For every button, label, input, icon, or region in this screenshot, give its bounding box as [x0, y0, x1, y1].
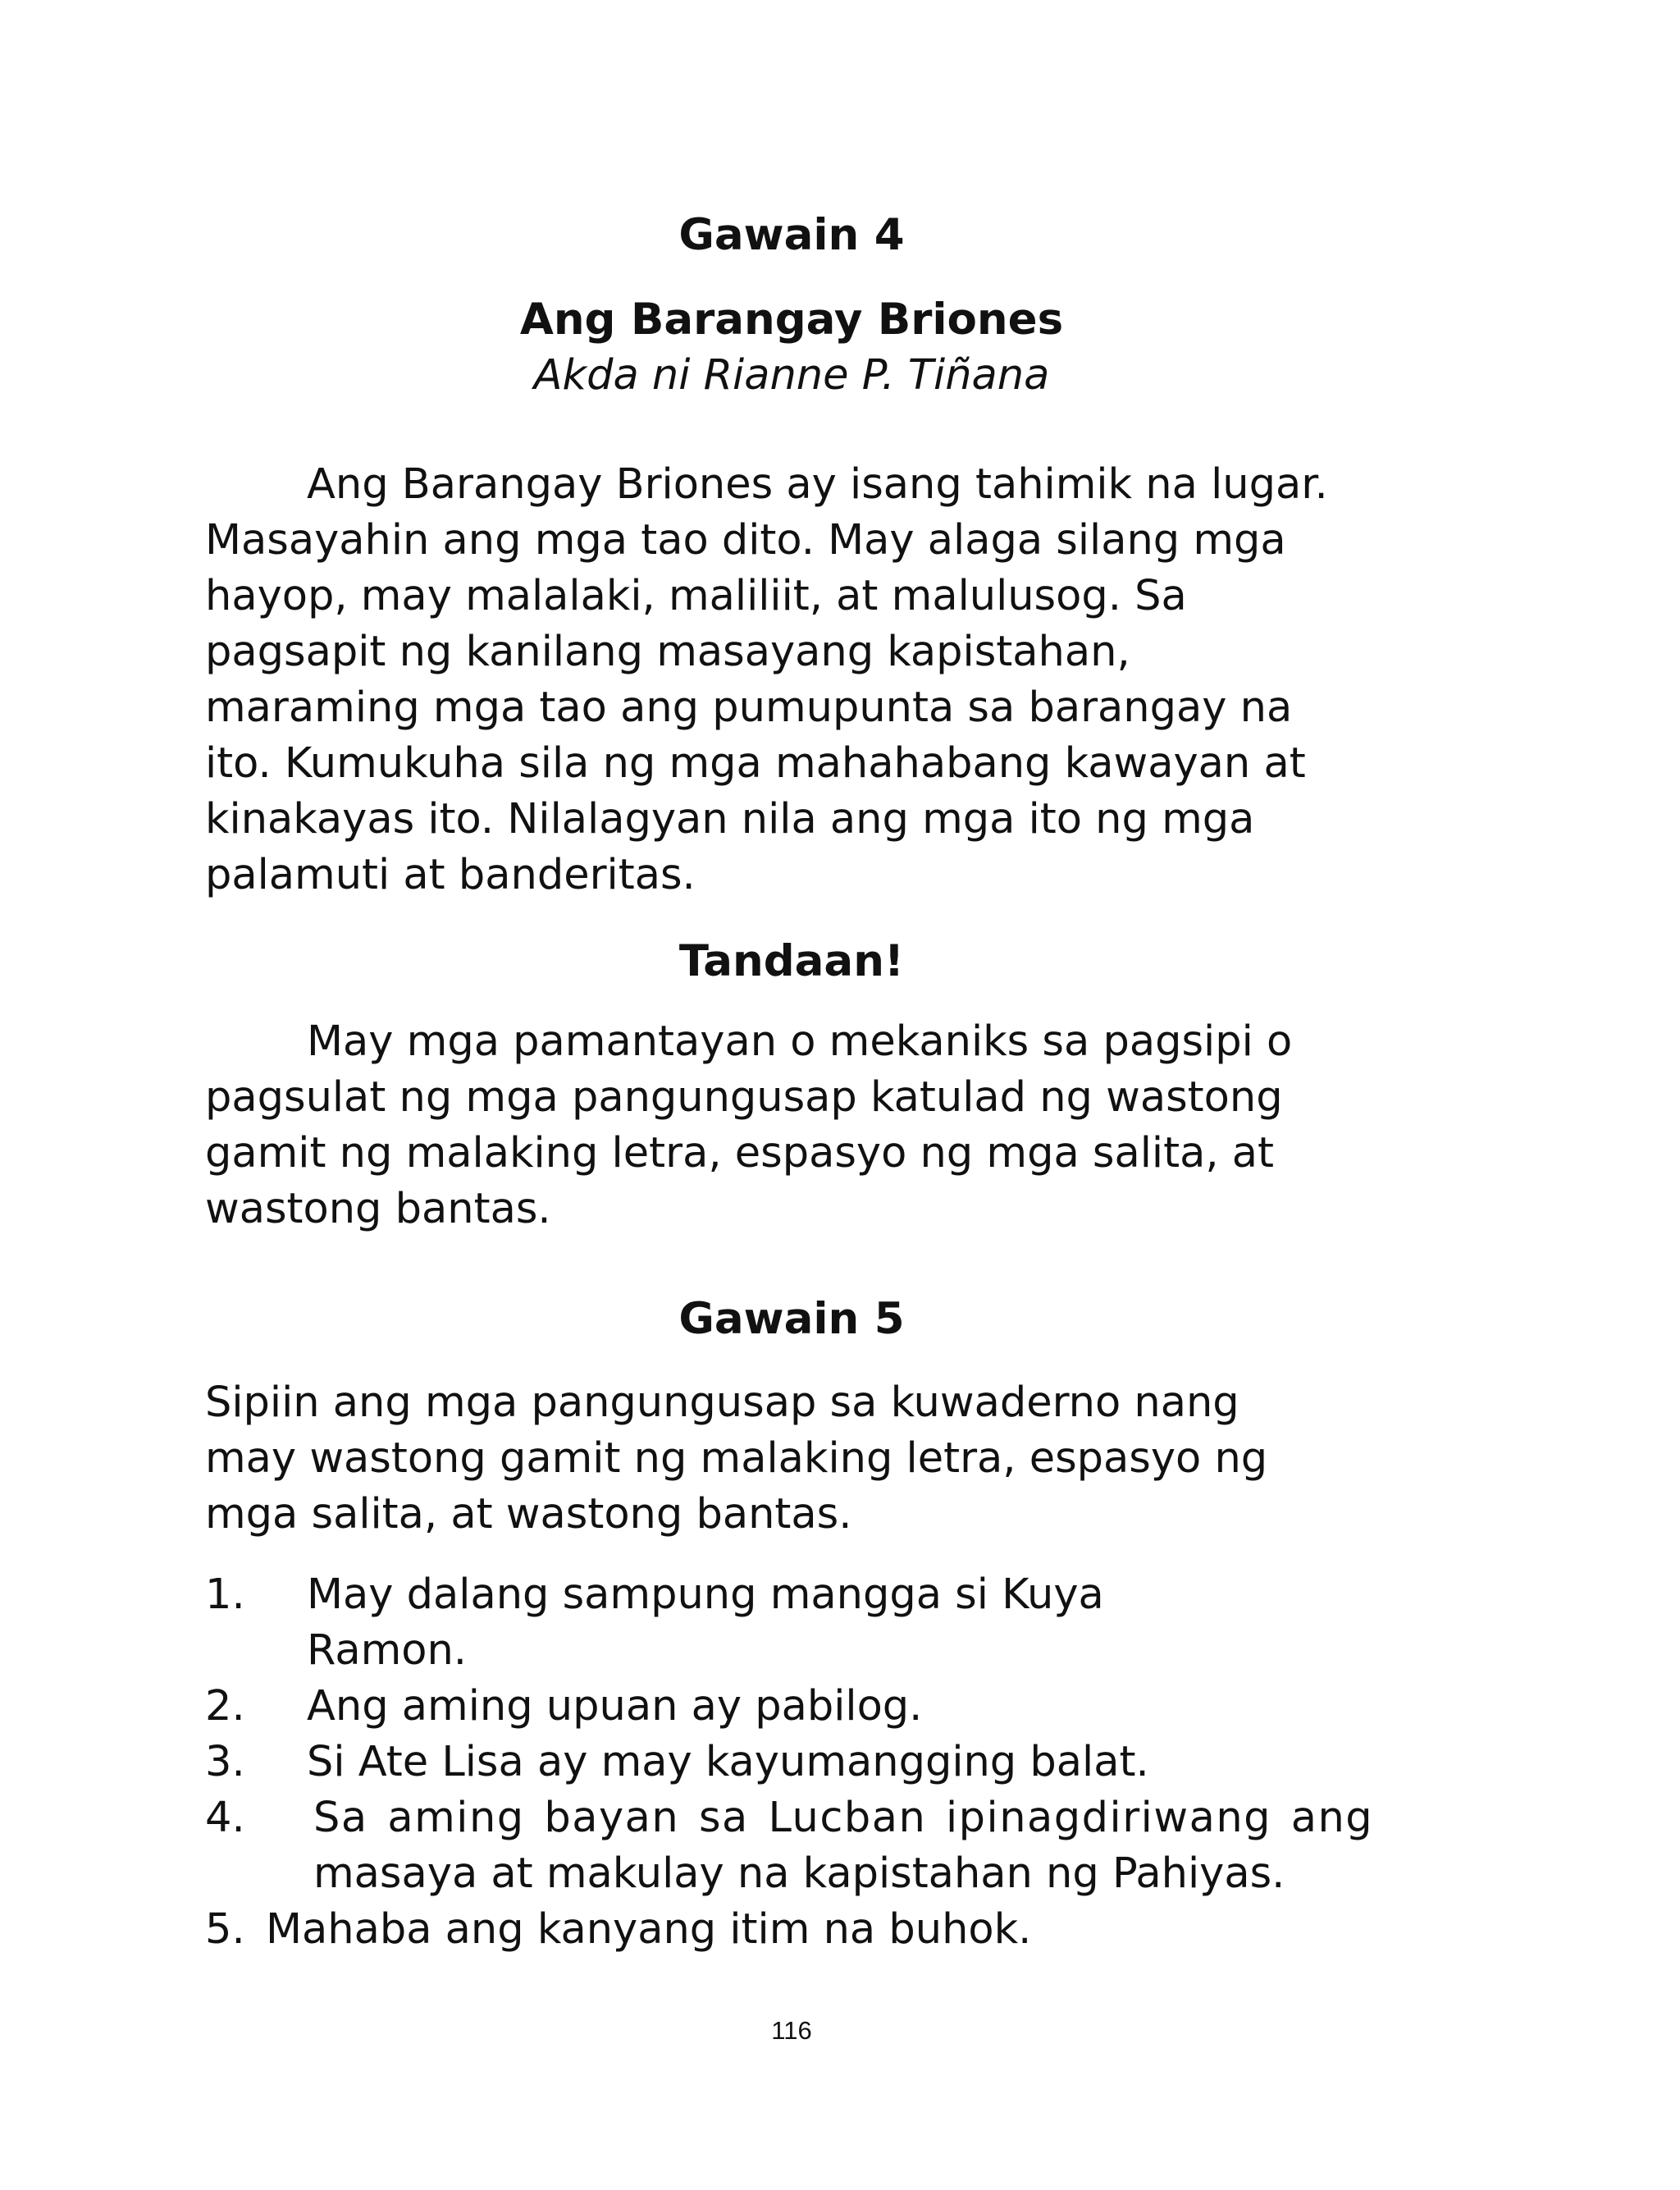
tandaan-paragraph — [205, 1014, 1411, 1237]
paragraph-line: pagsapit ng kanilang masayang kapistahan, — [205, 628, 1130, 676]
sentence-list — [205, 1567, 1436, 1958]
list-item-number: 2. — [205, 1682, 245, 1731]
story-title: Ang Barangay Briones — [519, 295, 1064, 345]
paragraph-line: Ang Barangay Briones ay isang tahimik na lugar. — [307, 460, 1328, 509]
list-item-text: May dalang sampung mangga si Kuya — [307, 1570, 1104, 1619]
list-item-number: 3. — [205, 1738, 245, 1786]
list-item-continuation — [205, 1623, 1436, 1679]
list-item-text: Si Ate Lisa ay may kayumangging balat. — [307, 1738, 1149, 1786]
list-item-text: Ang aming upuan ay pabilog. — [307, 1682, 923, 1731]
gawain-5-heading: Gawain 5 — [678, 1294, 905, 1344]
list-item-number: 5. — [205, 1905, 245, 1954]
gawain-5-instruction — [205, 1375, 1411, 1543]
list-item-continuation — [205, 1846, 1436, 1902]
paragraph-line: hayop, may malalaki, maliliit, at malulusog. Sa — [205, 572, 1187, 620]
gawain-4-heading: Gawain 4 — [678, 210, 905, 260]
instruction-line: Sipiin ang mga pangungusap sa kuwaderno nang — [205, 1378, 1239, 1427]
list-item-number: 4. — [205, 1794, 245, 1842]
story-paragraph — [205, 457, 1411, 903]
list-item-number: 1. — [205, 1570, 245, 1619]
instruction-line: mga salita, at wastong bantas. — [205, 1490, 852, 1538]
page-number: 116 — [771, 2016, 812, 2045]
list-item — [205, 1790, 1436, 1846]
paragraph-line: pagsulat ng mga pangungusap katulad ng wastong — [205, 1073, 1283, 1122]
list-item — [205, 1679, 1436, 1735]
list-item-text: Sa aming bayan sa Lucban ipinagdiriwang ang — [313, 1794, 1374, 1842]
instruction-line: may wastong gamit ng malaking letra, espasyo ng — [205, 1434, 1268, 1483]
paragraph-line: May mga pamantayan o mekaniks sa pagsipi o — [307, 1017, 1293, 1066]
paragraph-line: ito. Kumukuha sila ng mga mahahabang kawayan at — [205, 739, 1306, 788]
list-item-text: Mahaba ang kanyang itim na buhok. — [266, 1905, 1032, 1954]
list-item — [205, 1735, 1436, 1790]
list-item-text: masaya at makulay na kapistahan ng Pahiyas. — [313, 1849, 1285, 1898]
list-item — [205, 1902, 1436, 1958]
paragraph-line: palamuti at banderitas. — [205, 851, 696, 899]
story-author: Akda ni Rianne P. Tiñana — [533, 351, 1050, 400]
tandaan-heading: Tandaan! — [678, 936, 905, 986]
list-item-text: Ramon. — [307, 1626, 467, 1675]
list-item — [205, 1567, 1436, 1623]
paragraph-line: maraming mga tao ang pumupunta sa barangay na — [205, 684, 1293, 732]
paragraph-line: gamit ng malaking letra, espasyo ng mga salita, at — [205, 1129, 1274, 1177]
paragraph-line: kinakayas ito. Nilalagyan nila ang mga ito ng mga — [205, 795, 1255, 844]
paragraph-line: Masayahin ang mga tao dito. May alaga silang mga — [205, 516, 1286, 565]
paragraph-line: wastong bantas. — [205, 1185, 551, 1233]
